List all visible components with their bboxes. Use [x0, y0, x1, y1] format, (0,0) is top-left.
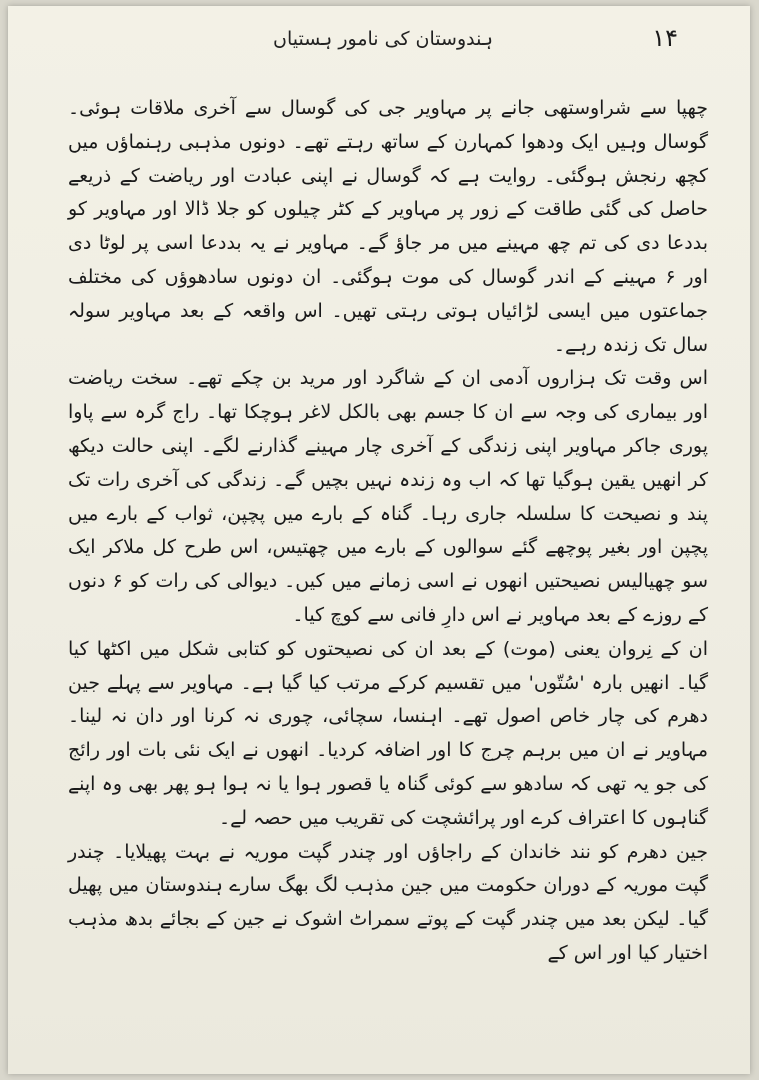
running-title: ہندوستان کی نامور ہستیاں	[273, 28, 493, 50]
book-page	[8, 6, 750, 1074]
paragraph: چھپا سے شراوستھی جانے پر مہاویر جی کی گوسال سے آخری ملاقات ہوئی۔ گوسال وہیں ایک ودھوا کمہارن کے ساتھ رہتے تھے۔ دونوں مذہبی رہنماؤں میں کچھ رنجش ہوگئی۔ روایت ہے کہ گوسال نے اپنی عبادت اور ریاضت کے ذریعے حاصل کی گئی طاقت کے زور پر مہاویر کے کٹر چیلوں کو جلا ڈالا اور مہاویر کو بددعا دی کی تم چھ مہینے میں مر جاؤ گے۔ مہاویر نے یہ بددعا اسی پر لوٹا دی اور ۶ مہینے کے اندر گوسال کی موت ہوگئی۔ ان دونوں سادھوؤں کی مختلف جماعتوں میں ایسی لڑائیاں ہوتی رہتی تھیں۔ اس واقعہ کے بعد مہاویر سولہ سال تک زندہ رہے۔	[68, 97, 708, 356]
paragraph: جین دھرم کو نند خاندان کے راجاؤں اور چندر گپت موریہ نے بہت پھیلایا۔ چندر گپت موریہ کے دوران حکومت میں جین مذہب لگ بھگ سارے ہندوستان میں پھیل گیا۔ لیکن بعد میں چندر گپت کے پوتے سمراٹ اشوک نے جین کے بجائے بدھ مذہب اختیار کیا اور اس کے	[68, 840, 708, 964]
page-number: ۱۴	[652, 24, 678, 52]
paragraph: اس وقت تک ہزاروں آدمی ان کے شاگرد اور مرید بن چکے تھے۔ سخت ریاضت اور بیماری کی وجہ سے ان کا جسم بھی بالکل لاغر ہوچکا تھا۔ راج گرہ سے پاوا پوری جاکر مہاویر اپنی زندگی کے آخری چار مہینے گذارنے لگے۔ اپنی حالت دیکھ کر انھیں یقین ہوگیا تھا کہ اب وہ زندہ نہیں بچیں گے۔ زندگی کی آخری رات تک پند و نصیحت کا سلسلہ جاری رہا۔ گناہ کے بارے میں پچپن، ثواب کے بارے میں پچپن اور بغیر پوچھے گئے سوالوں کے بارے میں چھتیس، اس طرح کل ملاکر ایک سو چھیالیس نصیحتیں انھوں نے اسی زمانے میں کیں۔ دیوالی کی رات کو ۶ دنوں کے روزے کے بعد مہاویر نے اس دارِ فانی سے کوچ کیا۔	[68, 367, 708, 626]
paragraph: ان کے نِروان یعنی (موت) کے بعد ان کی نصیحتوں کو کتابی شکل میں اکٹھا کیا گیا۔ انھیں بارہ 'سُتّوں' میں تقسیم کرکے مرتب کیا گیا ہے۔ مہاویر سے پہلے جین دھرم کی چار خاص اصول تھے۔ اہنسا، سچائی، چوری نہ کرنا اور دان نہ لینا۔ مہاویر نے ان میں برہم چرج کا اور اضافہ کردیا۔ انھوں نے ایک نئی بات اور رائج کی جو یہ تھی کہ سادھو سے کوئی گناہ یا قصور ہوا یا نہ ہوا ہو پھر بھی وہ اپنے گناہوں کا اعتراف کرے اور پرائشچت کی تقریب میں حصہ لے۔	[68, 637, 708, 829]
body-text	[68, 92, 708, 971]
page-header	[8, 20, 750, 60]
